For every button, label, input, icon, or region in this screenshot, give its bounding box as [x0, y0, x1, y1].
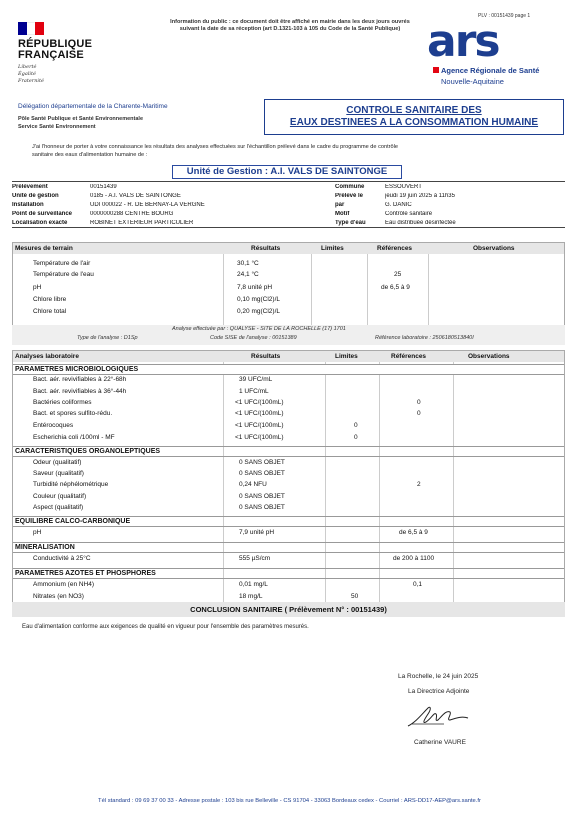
param-result: 0 SANS OBJET	[239, 493, 285, 500]
param-name: Chlore libre	[33, 296, 67, 303]
param-result: 0,10 mg(Cl2)/L	[237, 296, 280, 303]
republique-francaise-logo	[18, 22, 118, 85]
info-label: Point de surveillance	[12, 210, 73, 217]
param-result: <1 UFC/(100mL)	[235, 434, 284, 441]
header-name: Analyses laboratoire	[15, 353, 79, 360]
info-label: Prélevé le	[335, 192, 364, 199]
section-title: PARAMETRES MICROBIOLOGIQUES	[15, 366, 139, 373]
param-result: 0,24 NFU	[239, 481, 267, 488]
param-result: 0,20 mg(Cl2)/L	[237, 308, 280, 315]
param-name: Nitrates (en NO3)	[33, 593, 84, 600]
table-row	[13, 422, 564, 433]
param-result: 0,01 mg/L	[239, 581, 268, 588]
info-label: Commune	[335, 183, 365, 190]
param-name: Température de l'eau	[33, 271, 94, 278]
param-ref: de 6,5 à 9	[381, 284, 410, 291]
info-value: 0000000288 CENTRE BOURG	[90, 210, 174, 217]
sample-info-table	[12, 181, 565, 228]
signatory-name: Catherine VAURE	[414, 739, 466, 746]
table-body	[13, 254, 564, 334]
plv-reference: PLV : 00151439 page 1	[478, 13, 531, 19]
info-value: G. DANIC	[385, 201, 412, 208]
info-label: Prélèvement	[12, 183, 48, 190]
info-row	[12, 218, 565, 227]
info-row	[12, 200, 565, 209]
info-label: Localisation exacte	[12, 219, 68, 226]
info-row	[12, 191, 565, 200]
param-name: Couleur (qualitatif)	[33, 493, 87, 500]
table-row	[13, 399, 564, 410]
param-ref: 0	[417, 399, 421, 406]
param-result: 555 µS/cm	[239, 555, 271, 562]
conclusion-title: CONCLUSION SANITAIRE ( Prélèvement N° : 00151439)	[12, 602, 565, 617]
intro-text	[32, 143, 542, 159]
table-row	[13, 555, 564, 566]
ars-region-name: Nouvelle-Aquitaine	[441, 77, 504, 86]
table-row	[13, 260, 564, 271]
table-header	[13, 351, 564, 362]
table-row	[13, 376, 564, 387]
ars-letters: ars	[427, 16, 499, 67]
param-result: <1 UFC/(100mL)	[235, 422, 284, 429]
section-title: EQUILIBRE CALCO-CARBONIQUE	[15, 518, 131, 525]
info-label: Motif	[335, 210, 350, 217]
param-name: pH	[33, 529, 42, 536]
param-ref: de 6,5 à 9	[399, 529, 428, 536]
param-ref: 2	[417, 481, 421, 488]
info-value: ROBINET EXTERIEUR PARTICULIER	[90, 219, 194, 226]
motto-liberte: Liberté	[18, 64, 37, 70]
rf-name-line1: RÉPUBLIQUE	[18, 38, 93, 50]
header-limits: Limites	[335, 353, 358, 360]
table-row	[13, 271, 564, 282]
table-header	[13, 243, 564, 254]
table-row	[13, 493, 564, 504]
info-label: Unité de gestion	[12, 192, 59, 199]
section-header	[13, 542, 564, 553]
param-name: Bact. aér. revivifiables à 22°-68h	[33, 376, 127, 383]
info-value: ESSOUVERT	[385, 183, 422, 190]
param-result: 24,1 °C	[237, 271, 259, 278]
section-title: MINERALISATION	[15, 544, 75, 551]
footer-contact: Tél standard : 09 69 37 00 33 - Adresse postale : 103 bis rue Belleville - CS 91704 - 33063 Bordeaux cedex - Courriel : ARS-DD17-AEP@ars.sante.fr	[98, 798, 481, 804]
ars-red-square-icon	[433, 67, 439, 73]
param-name: Aspect (qualitatif)	[33, 504, 84, 511]
pole-service	[18, 116, 143, 131]
info-value: Eau distribuée désinfectée	[385, 219, 456, 226]
info-value: 0185 - A.I. VALS DE SAINTONGE	[90, 192, 181, 199]
section-header	[13, 516, 564, 527]
info-value: jeudi 19 juin 2025 à 11h35	[385, 192, 455, 199]
param-name: Bact. aér. revivifiables à 36°-44h	[33, 388, 127, 395]
param-name: Saveur (qualitatif)	[33, 470, 84, 477]
param-name: pH	[33, 284, 42, 291]
table-row	[13, 581, 564, 592]
param-ref: 25	[394, 271, 402, 278]
document-title	[264, 99, 564, 135]
title-line1: CONTROLE SANITAIRE DES	[346, 105, 482, 116]
param-result: 18 mg/L	[239, 593, 263, 600]
handwritten-signature	[404, 700, 474, 732]
table-row	[13, 459, 564, 470]
signature-role: La Directrice Adjointe	[408, 688, 470, 695]
header-references: Références	[391, 353, 427, 360]
motto-egalite: Égalité	[18, 71, 36, 77]
section-title: PARAMETRES AZOTES ET PHOSPHORES	[15, 570, 156, 577]
table-row	[13, 481, 564, 492]
table-row	[13, 470, 564, 481]
conclusion-text: Eau d'alimentation conforme aux exigences de qualité en vigueur pour l'ensemble des paramètres mesurés.	[22, 624, 309, 630]
param-result: 0 SANS OBJET	[239, 470, 285, 477]
french-flag-icon	[18, 22, 44, 35]
analysis-lab: Analyse effectuée par : QUALYSE - SITE DE LA ROCHELLE (17) 1701	[172, 326, 346, 332]
param-result: 39 UFC/mL	[239, 376, 273, 383]
param-result: 30,1 °C	[237, 260, 259, 267]
param-name: Odeur (qualitatif)	[33, 459, 82, 466]
pole-line2: Service Santé Environnement	[18, 123, 96, 130]
header-results: Résultats	[251, 353, 281, 360]
param-result: 7,9 unité pH	[239, 529, 275, 536]
param-name: Température de l'air	[33, 260, 91, 267]
param-name: Bactéries coliformes	[33, 399, 92, 406]
param-ref: 0,1	[413, 581, 423, 588]
lab-analyses-table	[12, 350, 565, 609]
analysis-sise-code: Code SISE de l'analyse : 00151389	[210, 335, 297, 341]
table-row	[13, 504, 564, 515]
section-header	[13, 568, 564, 579]
param-result: 0 SANS OBJET	[239, 504, 285, 511]
param-limit: 0	[354, 434, 358, 441]
intro-line1: J'ai l'honneur de porter à votre connaissance les résultats des analyses effectuées sur l'échantillon prélevé dans le cadre du programme de contrôle	[32, 144, 398, 150]
header-references: Références	[377, 245, 413, 252]
header-results: Résultats	[251, 245, 281, 252]
header-limits: Limites	[321, 245, 344, 252]
pole-line1: Pôle Santé Publique et Santé Environnementale	[18, 116, 144, 122]
signature-place-date: La Rochelle, le 24 juin 2025	[398, 673, 479, 680]
param-result: <1 UFC/(100mL)	[235, 399, 284, 406]
param-result: 7,8 unité pH	[237, 284, 273, 291]
intro-line2: sanitaire des eaux d'alimentation humaine de :	[32, 152, 148, 158]
param-name: Conductivité à 25°C	[33, 555, 91, 562]
title-line2: EAUX DESTINEES A LA CONSOMMATION HUMAINE	[289, 117, 539, 128]
table-body	[13, 362, 564, 608]
param-ref: de 200 à 1100	[393, 555, 435, 562]
param-limit: 50	[351, 593, 359, 600]
section-title: CARACTERISTIQUES ORGANOLEPTIQUES	[15, 448, 161, 455]
field-measurements-table	[12, 242, 565, 335]
public-info	[140, 19, 440, 33]
param-name: Entérocoques	[33, 422, 74, 429]
management-unit: Unité de Gestion : A.I. VALS DE SAINTONGE	[172, 165, 402, 179]
motto-fraternite: Fraternité	[18, 78, 44, 84]
section-header	[13, 446, 564, 457]
param-name: Escherichia coli /100ml - MF	[33, 434, 115, 441]
header-name: Mesures de terrain	[15, 245, 73, 252]
param-name: Ammonium (en NH4)	[33, 581, 95, 588]
rf-name-line2: FRANÇAISE	[18, 49, 84, 61]
table-row	[13, 388, 564, 399]
info-value: 00151439	[90, 183, 117, 190]
info-label: Type d'eau	[335, 219, 366, 226]
info-label: par	[335, 201, 345, 208]
table-row	[13, 410, 564, 421]
table-row	[13, 434, 564, 445]
param-result: 1 UFC/mL	[239, 388, 269, 395]
info-value: UDI 000022 - R. DE BERNAY-LA VERGNE	[90, 201, 205, 208]
table-row	[13, 284, 564, 295]
header-observations: Observations	[473, 245, 515, 252]
analysis-type: Type de l'analyse : D1Sp	[77, 335, 138, 341]
param-name: Chlore total	[33, 308, 67, 315]
public-info-line1: Information du public : ce document doit être affiché en mairie dans les deux jours ouvrés	[170, 19, 410, 25]
info-value: Contrôle sanitaire	[385, 210, 433, 217]
param-ref: 0	[417, 410, 421, 417]
section-header	[13, 364, 564, 375]
info-label: Installation	[12, 201, 44, 208]
analysis-info	[12, 325, 565, 345]
table-row	[13, 529, 564, 540]
param-name: Bact. et spores sulfito-rédu.	[33, 410, 113, 417]
table-row	[13, 296, 564, 307]
info-row	[12, 209, 565, 218]
param-limit: 0	[354, 422, 358, 429]
header-observations: Observations	[468, 353, 510, 360]
info-row	[12, 182, 565, 191]
param-result: 0 SANS OBJET	[239, 459, 285, 466]
department-delegation: Délégation départementale de la Charente-Maritime	[18, 103, 168, 110]
table-row	[13, 308, 564, 319]
analysis-lab-ref: Référence laboratoire : 2506180513840I	[375, 335, 474, 341]
ars-agency-name: Agence Régionale de Santé	[441, 66, 540, 75]
param-result: <1 UFC/(100mL)	[235, 410, 284, 417]
public-info-line2: suivant la date de sa réception (art D.1321-103 à 105 du Code de la Santé Publique)	[179, 26, 401, 32]
param-name: Turbidité néphélométrique	[33, 481, 109, 488]
motto	[18, 64, 118, 85]
